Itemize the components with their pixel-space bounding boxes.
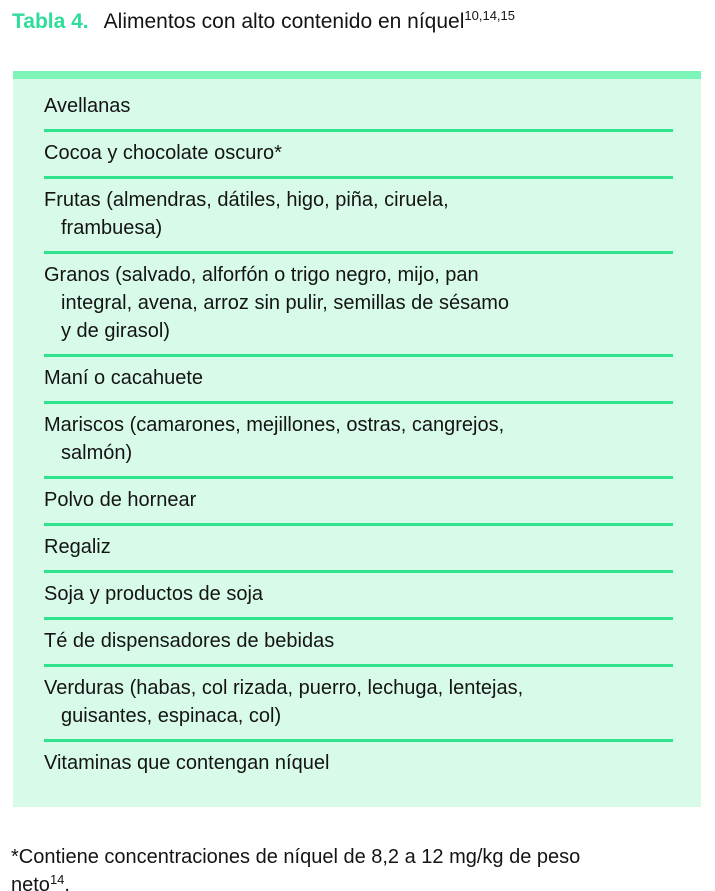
table-row — [44, 404, 673, 479]
table-row-line: Granos (salvado, alforfón o trigo negro, mijo, pan — [44, 264, 479, 286]
table-row-line: Avellanas — [44, 95, 131, 117]
table-row — [44, 620, 673, 667]
table-row — [44, 667, 673, 742]
table-row-line: y de girasol) — [61, 320, 170, 342]
footnote-reference: 14 — [49, 872, 65, 887]
table-row-line: Regaliz — [44, 536, 111, 558]
table-row-line: Polvo de hornear — [44, 489, 197, 511]
table-caption-references: 10,14,15 — [464, 8, 515, 23]
table-row-line: Cocoa y chocolate oscuro* — [44, 142, 282, 164]
foods-table — [13, 71, 701, 807]
table-row-line: integral, avena, arroz sin pulir, semillas de sésamo — [61, 292, 509, 314]
table-row-line: Mariscos (camarones, mejillones, ostras, cangrejos, — [44, 414, 505, 436]
table-body — [13, 79, 701, 807]
table-row-line: salmón) — [61, 442, 133, 464]
footnote — [11, 843, 701, 891]
footnote-line1: *Contiene concentraciones de níquel de 8,2 a 12 mg/kg de peso — [11, 846, 581, 868]
table-row-line: Verduras (habas, col rizada, puerro, lechuga, lentejas, — [44, 677, 524, 699]
table-row — [44, 742, 673, 786]
table-row — [44, 85, 673, 132]
table-row — [44, 573, 673, 620]
table-row — [44, 179, 673, 254]
table-row — [44, 526, 673, 573]
footnote-period: . — [64, 874, 70, 891]
table-caption — [12, 8, 515, 36]
table-row-line: guisantes, espinaca, col) — [61, 705, 282, 727]
table-caption-title: Alimentos con alto contenido en níquel — [103, 10, 465, 33]
table-row-line: Maní o cacahuete — [44, 367, 203, 389]
footnote-line2: neto — [11, 874, 50, 891]
table-caption-number: Tabla 4. — [12, 10, 89, 33]
table-row — [44, 254, 673, 357]
table-row — [44, 357, 673, 404]
table-row-line: Soja y productos de soja — [44, 583, 264, 605]
table-top-bar — [13, 71, 701, 79]
table-row-line: frambuesa) — [61, 217, 163, 239]
table-row — [44, 132, 673, 179]
table-row-line: Té de dispensadores de bebidas — [44, 630, 335, 652]
table-row-line: Vitaminas que contengan níquel — [44, 752, 330, 774]
table-row — [44, 479, 673, 526]
table-row-line: Frutas (almendras, dátiles, higo, piña, ciruela, — [44, 189, 449, 211]
